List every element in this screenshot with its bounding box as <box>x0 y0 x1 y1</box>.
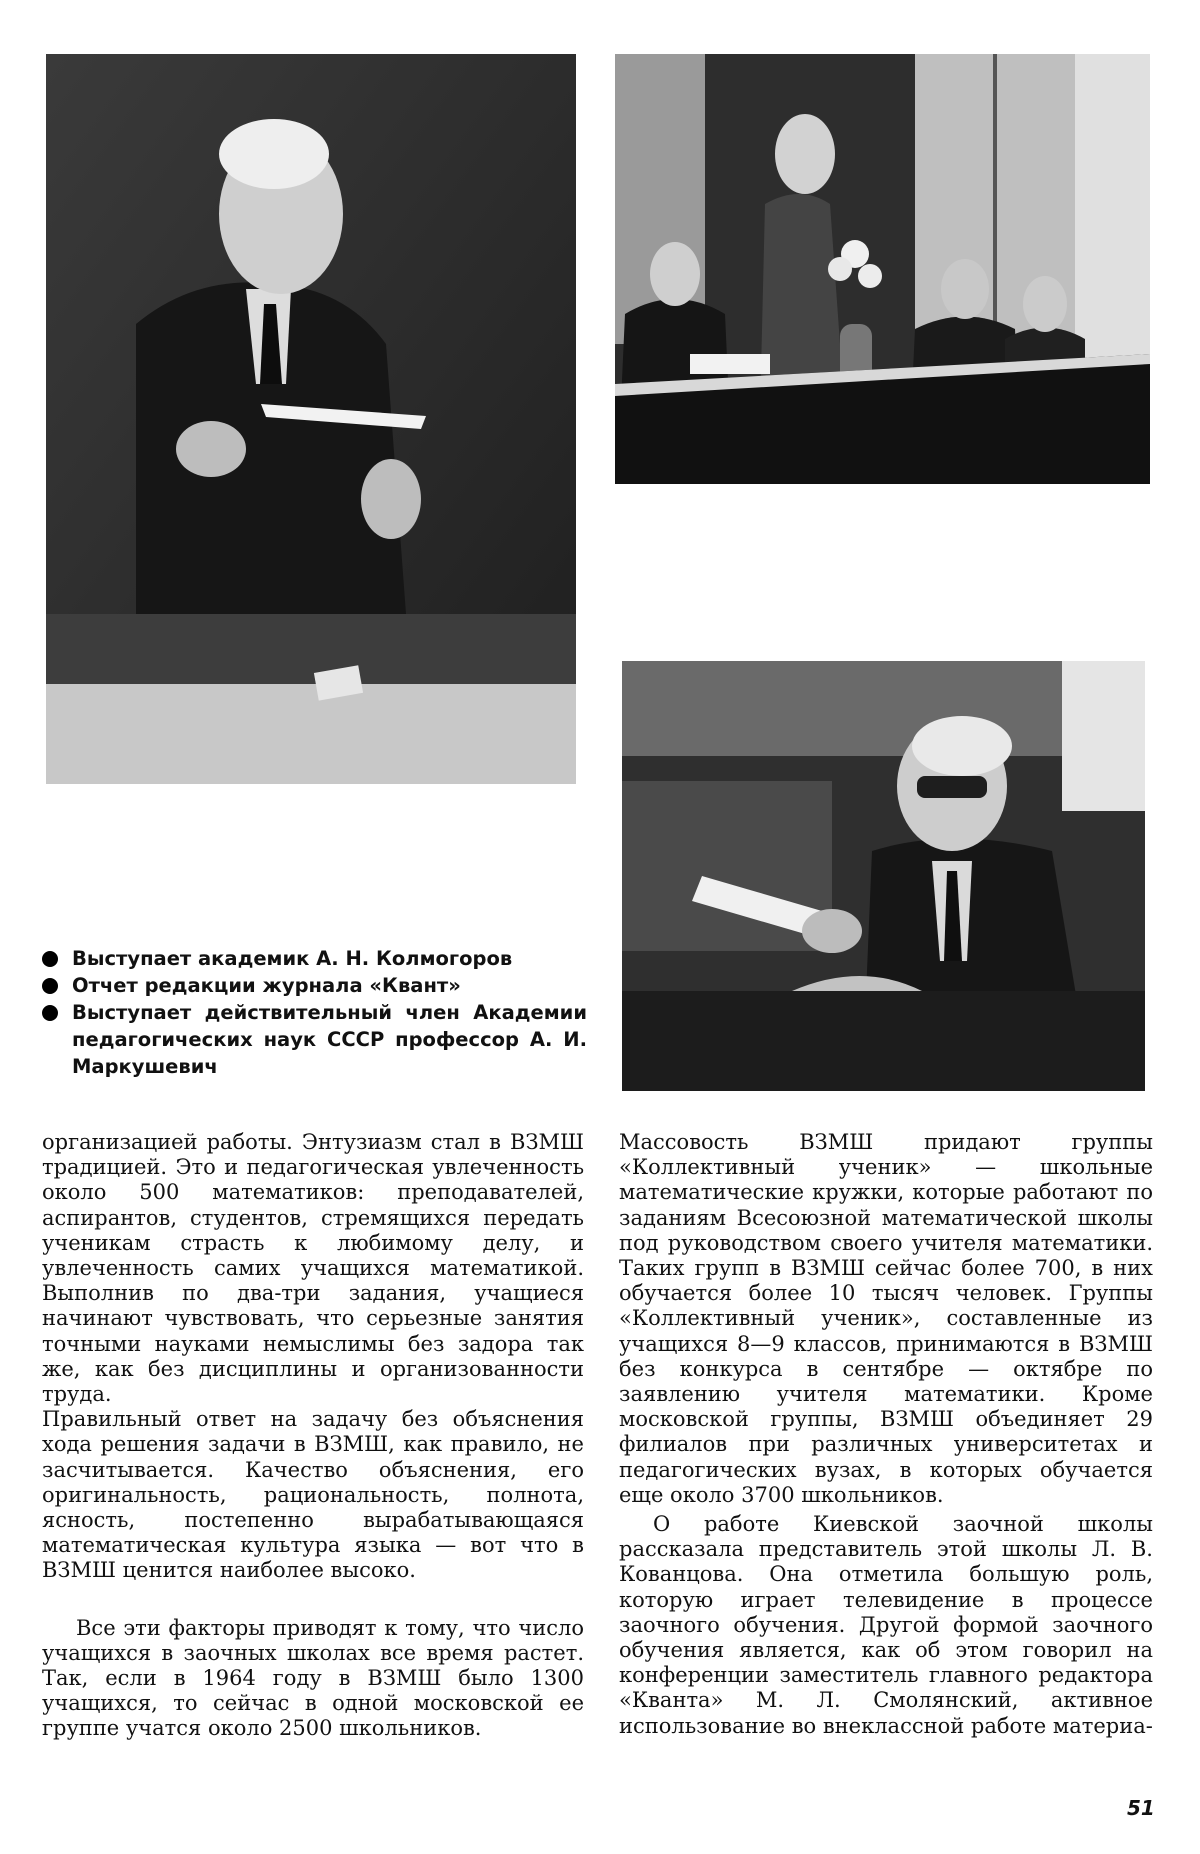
photo-kvant-report-image <box>615 54 1150 484</box>
photo-kolmogorov-image <box>46 54 576 784</box>
page-number: 51 <box>1127 1796 1155 1820</box>
paragraph: организацией работы. Энтузиазм стал в ВЗМШ традицией. Это и педагогическая увлеченность около 500 математиков: преподавателей, аспирантов, студентов, стремящихся передать ученикам страсть к любимому делу, и увлеченность самих учащихся математикой. Выполнив по два-три задания, учащиеся начинают чувствовать, что серьезные занятия точными науками немыслимы без задора так же, как без дисциплины и организованности труда. <box>42 1130 584 1407</box>
photo-markushevich <box>622 661 1145 1091</box>
paragraph: Правильный ответ на задачу без объяснения хода решения задачи в ВЗМШ, как правило, не засчитывается. Качество объяснения, его оригинальность, рациональность, полнота, ясность, постепенно вырабатывающаяся математическая культура языка — вот что в ВЗМШ ценится наиболее высоко. <box>42 1407 584 1583</box>
caption-1: Выступает академик А. Н. Колмогоров <box>42 945 587 972</box>
caption-3: Выступает действительный член Академии педагогических наук СССР профессор А. И. Маркушевич <box>42 999 587 1080</box>
caption-2: Отчет редакции журнала «Квант» <box>42 972 587 999</box>
bullet-icon <box>42 951 58 967</box>
bullet-icon <box>42 978 58 994</box>
bullet-icon <box>42 1005 58 1021</box>
photo-kvant-report <box>615 54 1150 484</box>
paragraph: О работе Киевской заочной школы рассказала представитель этой школы Л. В. Кованцова. Она отметила большую роль, которую играет телевидение в процессе заочного обучения. Другой формой заочного обучения является, как об этом говорил на конференции заместитель главного редактора «Кванта» М. Л. Смолянский, активное использование во внеклассной работе материа- <box>619 1512 1153 1738</box>
text-column-right <box>619 1130 1153 1739</box>
text-column-left <box>42 1130 584 1742</box>
photo-markushevich-image <box>622 661 1145 1091</box>
photo-captions <box>42 945 587 1080</box>
paragraph: Все эти факторы приводят к тому, что число учащихся в заочных школах все время растет. Так, если в 1964 году в ВЗМШ было 1300 учащихся, то сейчас в одной московской ее группе учатся около 2500 школьников. <box>42 1615 584 1741</box>
photo-kolmogorov <box>46 54 576 784</box>
paragraph: Массовость ВЗМШ придают группы «Коллективный ученик» — школьные математические кружки, которые работают по заданиям Всесоюзной математической школы под руководством своего учителя математики. Таких групп в ВЗМШ сейчас более 700, в них обучается более 10 тысяч человек. Группы «Коллективный ученик», составленные из учащихся 8—9 классов, принимаются в ВЗМШ без конкурса в сентябре — октябре по заявлению учителя математики. Кроме московской группы, ВЗМШ объединяет 29 филиалов при различных университетах и педагогических вузах, в которых обучается еще около 3700 школьников. <box>619 1130 1153 1507</box>
